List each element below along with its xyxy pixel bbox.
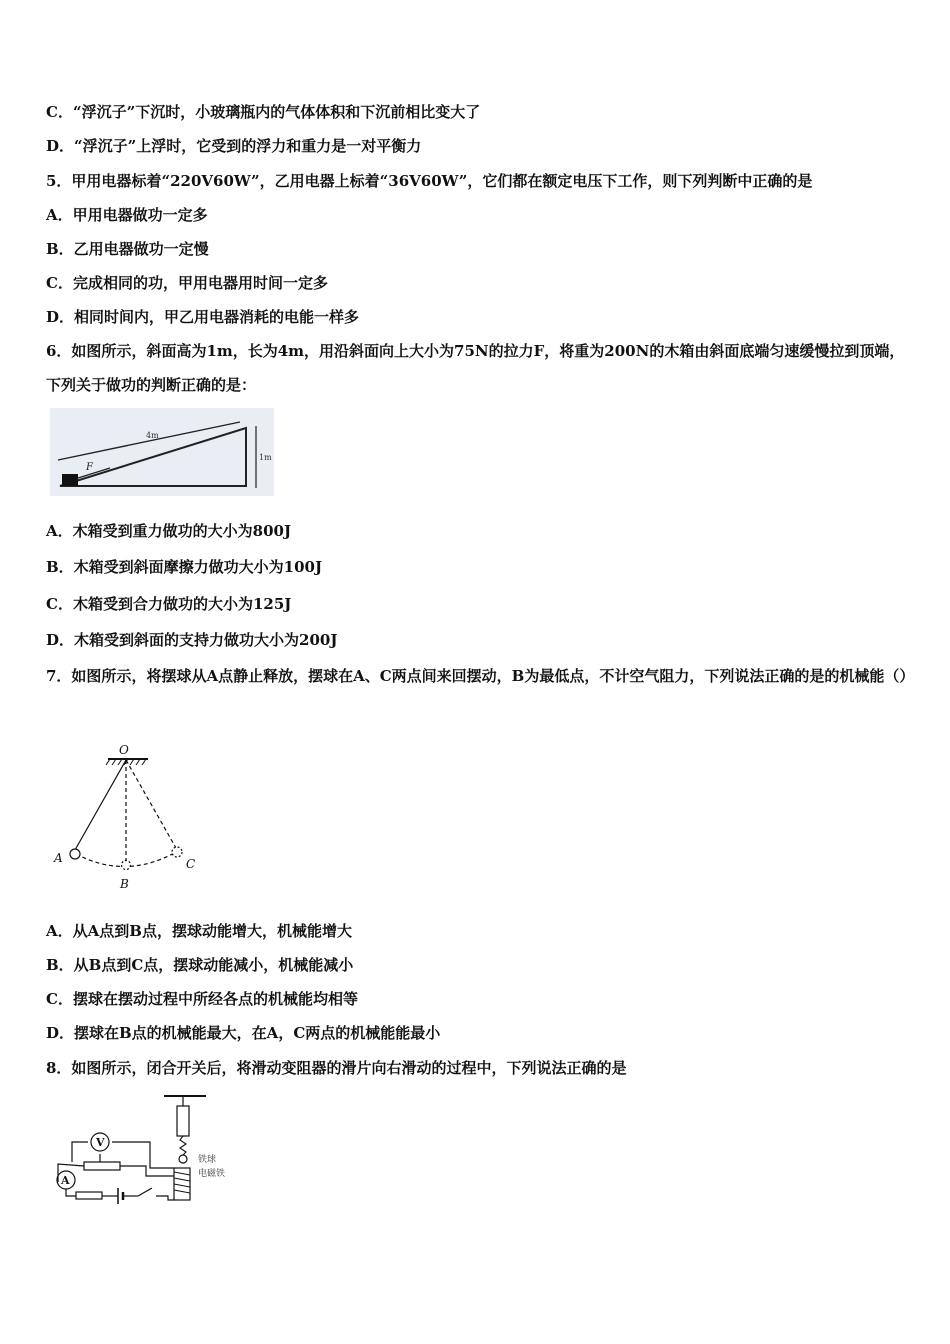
- height-label: 1m: [259, 453, 272, 462]
- pendulum-figure: [48, 742, 208, 894]
- q7-option-d: D．摆球在B点的机械能最大，在A，C两点的机械能能最小: [46, 1024, 441, 1042]
- q7-option-b: B．从B点到C点，摆球动能减小，机械能减小: [46, 956, 354, 974]
- q6-option-a: A．木箱受到重力做功的大小为800J: [46, 522, 292, 540]
- length-label: 4m: [146, 431, 159, 440]
- circuit-figure: [46, 1092, 236, 1206]
- q5-option-c: C．完成相同的功，甲用电器用时间一定多: [46, 274, 328, 292]
- q5-stem: 5．甲用电器标着“220V60W”，乙用电器上标着“36V60W”，它们都在额定电压下工作，则下列判断中正确的是: [46, 172, 813, 190]
- point-a-label: A: [54, 851, 63, 865]
- ammeter-label: A: [61, 1174, 70, 1187]
- q4-option-c: C．“浮沉子”下沉时，小玻璃瓶内的气体体积和下沉前相比变大了: [46, 103, 481, 121]
- rheostat: [84, 1162, 120, 1170]
- pendulum-string: [75, 760, 126, 850]
- q7-stem: 7．如图所示，将摆球从A点静止释放，摆球在A、C两点间来回摆动，B为最低点，不计空气阻力，下列说法正确的是的机械能（）: [46, 667, 915, 685]
- q5-option-b: B．乙用电器做功一定慢: [46, 240, 209, 258]
- electromagnet-label: 电磁铁: [198, 1169, 226, 1179]
- iron-ball: [179, 1155, 187, 1163]
- point-b-label: B: [120, 877, 129, 891]
- string-dashed-c: [126, 760, 176, 848]
- q6-option-d: D．木箱受到斜面的支持力做功大小为200J: [46, 631, 338, 649]
- q8-stem: 8．如图所示，闭合开关后，将滑动变阻器的滑片向右滑动的过程中，下列说法正确的是: [46, 1059, 627, 1077]
- iron-ball-label: 铁球: [198, 1155, 217, 1165]
- force-label: F: [86, 462, 93, 473]
- q7-option-a: A．从A点到B点，摆球动能增大，机械能增大: [46, 922, 352, 940]
- point-c-label: C: [186, 857, 196, 871]
- ball-b: [122, 861, 131, 870]
- q4-option-d: D．“浮沉子”上浮时，它受到的浮力和重力是一对平衡力: [46, 137, 422, 155]
- q5-option-d: D．相同时间内，甲乙用电器消耗的电能一样多: [46, 308, 360, 326]
- point-o-label: O: [119, 743, 129, 757]
- q6-stem: 6．如图所示，斜面高为1m，长为4m，用沿斜面向上大小为75N的拉力F，将重为200N的木箱由斜面底端匀速缓慢拉到顶端，下列关于做功的判断正确的是：: [46, 342, 905, 394]
- q7-option-c: C．摆球在摆动过程中所经各点的机械能均相等: [46, 990, 358, 1008]
- spring-scale: [177, 1106, 189, 1136]
- incline-figure: [50, 408, 274, 496]
- wooden-box: [62, 474, 78, 486]
- ball-c: [172, 847, 182, 857]
- q6-option-c: C．木箱受到合力做功的大小为125J: [46, 595, 292, 613]
- q6-option-b: B．木箱受到斜面摩擦力做功大小为100J: [46, 558, 323, 576]
- q5-option-a: A．甲用电器做功一定多: [46, 206, 208, 224]
- voltmeter-label: V: [96, 1136, 105, 1149]
- resistor: [76, 1192, 102, 1199]
- switch: [138, 1188, 152, 1196]
- ball-a: [70, 849, 80, 859]
